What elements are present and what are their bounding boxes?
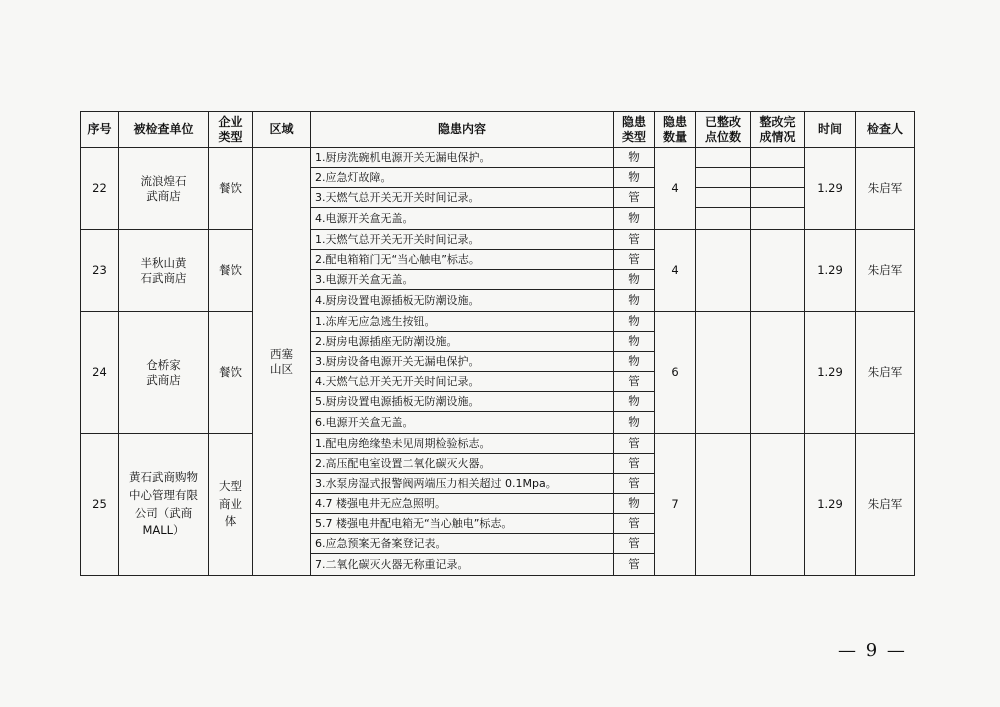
header-rectify-status: 整改完成情况	[751, 112, 805, 148]
rectified-cell	[696, 208, 751, 230]
hazard-content-cell: 1.厨房洗碗机电源开关无漏电保护。	[311, 148, 614, 168]
header-hazard-type: 隐患类型	[614, 112, 655, 148]
time-cell: 1.29	[805, 148, 856, 230]
rectify-status-cell	[751, 168, 805, 188]
hazard-type-cell: 管	[614, 474, 655, 494]
hazard-type-cell: 物	[614, 412, 655, 434]
hazard-type-cell: 物	[614, 168, 655, 188]
hazard-content-cell: 3.电源开关盒无盖。	[311, 270, 614, 290]
hazard-content-cell: 5.厨房设置电源插板无防潮设施。	[311, 392, 614, 412]
rectify-status-cell	[751, 188, 805, 208]
hazard-type-cell: 管	[614, 434, 655, 454]
hazard-inspection-table	[80, 111, 915, 576]
enterprise-type-cell: 餐饮	[209, 148, 253, 230]
rectify-status-cell	[751, 312, 805, 434]
hazard-type-cell: 管	[614, 230, 655, 250]
hazard-content-cell: 2.高压配电室设置二氧化碳灭火器。	[311, 454, 614, 474]
hazard-type-cell: 物	[614, 270, 655, 290]
page-number: — 9 —	[838, 640, 907, 661]
hazard-type-cell: 物	[614, 290, 655, 312]
hazard-content-cell: 6.电源开关盒无盖。	[311, 412, 614, 434]
header-hazard-count: 隐患数量	[655, 112, 696, 148]
hazard-type-cell: 管	[614, 372, 655, 392]
header-unit: 被检查单位	[119, 112, 209, 148]
hazard-type-cell: 管	[614, 534, 655, 554]
table-row	[81, 434, 915, 454]
header-area: 区域	[253, 112, 311, 148]
hazard-type-cell: 管	[614, 454, 655, 474]
rectified-cell	[696, 230, 751, 312]
header-rectified: 已整改点位数	[696, 112, 751, 148]
hazard-type-cell: 物	[614, 392, 655, 412]
hazard-type-cell: 管	[614, 188, 655, 208]
unit-cell: 黄石武商购物中心管理有限公司（武商MALL）	[119, 434, 209, 576]
table-row	[81, 230, 915, 250]
hazard-content-cell: 3.天燃气总开关无开关时间记录。	[311, 188, 614, 208]
hazard-type-cell: 物	[614, 332, 655, 352]
rectified-cell	[696, 434, 751, 576]
hazard-content-cell: 4.7 楼强电井无应急照明。	[311, 494, 614, 514]
hazard-content-cell: 4.天燃气总开关无开关时间记录。	[311, 372, 614, 392]
seq-cell: 25	[81, 434, 119, 576]
hazard-content-cell: 4.厨房设置电源插板无防潮设施。	[311, 290, 614, 312]
time-cell: 1.29	[805, 230, 856, 312]
area-cell: 西塞山区	[253, 148, 311, 576]
unit-cell: 流浪煌石武商店	[119, 148, 209, 230]
hazard-type-cell: 管	[614, 250, 655, 270]
header-time: 时间	[805, 112, 856, 148]
hazard-type-cell: 管	[614, 554, 655, 576]
header-enterprise-type: 企业类型	[209, 112, 253, 148]
seq-cell: 22	[81, 148, 119, 230]
enterprise-type-cell: 餐饮	[209, 230, 253, 312]
rectified-cell	[696, 148, 751, 168]
hazard-content-cell: 1.天燃气总开关无开关时间记录。	[311, 230, 614, 250]
table-row	[81, 312, 915, 332]
rectified-cell	[696, 188, 751, 208]
time-cell: 1.29	[805, 312, 856, 434]
header-seq: 序号	[81, 112, 119, 148]
time-cell: 1.29	[805, 434, 856, 576]
table-row	[81, 148, 915, 168]
hazard-type-cell: 物	[614, 208, 655, 230]
inspector-cell: 朱启军	[856, 230, 915, 312]
hazard-type-cell: 物	[614, 148, 655, 168]
hazard-content-cell: 1.冻库无应急逃生按钮。	[311, 312, 614, 332]
hazard-content-cell: 3.水泵房湿式报警阀两端压力相关超过 0.1Mpa。	[311, 474, 614, 494]
enterprise-type-cell: 餐饮	[209, 312, 253, 434]
inspector-cell: 朱启军	[856, 312, 915, 434]
unit-cell: 半秋山黄石武商店	[119, 230, 209, 312]
hazard-type-cell: 物	[614, 352, 655, 372]
hazard-count-cell: 6	[655, 312, 696, 434]
hazard-type-cell: 管	[614, 514, 655, 534]
inspector-cell: 朱启军	[856, 148, 915, 230]
rectify-status-cell	[751, 208, 805, 230]
rectified-cell	[696, 312, 751, 434]
hazard-count-cell: 4	[655, 230, 696, 312]
header-row	[81, 112, 915, 148]
seq-cell: 24	[81, 312, 119, 434]
hazard-content-cell: 3.厨房设备电源开关无漏电保护。	[311, 352, 614, 372]
rectify-status-cell	[751, 148, 805, 168]
hazard-content-cell: 5.7 楼强电井配电箱无“当心触电”标志。	[311, 514, 614, 534]
seq-cell: 23	[81, 230, 119, 312]
hazard-type-cell: 物	[614, 312, 655, 332]
rectify-status-cell	[751, 434, 805, 576]
hazard-content-cell: 2.厨房电源插座无防潮设施。	[311, 332, 614, 352]
rectify-status-cell	[751, 230, 805, 312]
unit-cell: 仓桥家武商店	[119, 312, 209, 434]
hazard-content-cell: 7.二氧化碳灭火器无称重记录。	[311, 554, 614, 576]
hazard-content-cell: 2.配电箱箱门无“当心触电”标志。	[311, 250, 614, 270]
header-inspector: 检查人	[856, 112, 915, 148]
hazard-content-cell: 1.配电房绝缘垫未见周期检验标志。	[311, 434, 614, 454]
hazard-type-cell: 物	[614, 494, 655, 514]
hazard-content-cell: 4.电源开关盒无盖。	[311, 208, 614, 230]
inspector-cell: 朱启军	[856, 434, 915, 576]
hazard-content-cell: 2.应急灯故障。	[311, 168, 614, 188]
header-hazard-content: 隐患内容	[311, 112, 614, 148]
rectified-cell	[696, 168, 751, 188]
hazard-count-cell: 4	[655, 148, 696, 230]
hazard-content-cell: 6.应急预案无备案登记表。	[311, 534, 614, 554]
enterprise-type-cell: 大型商业体	[209, 434, 253, 576]
hazard-count-cell: 7	[655, 434, 696, 576]
